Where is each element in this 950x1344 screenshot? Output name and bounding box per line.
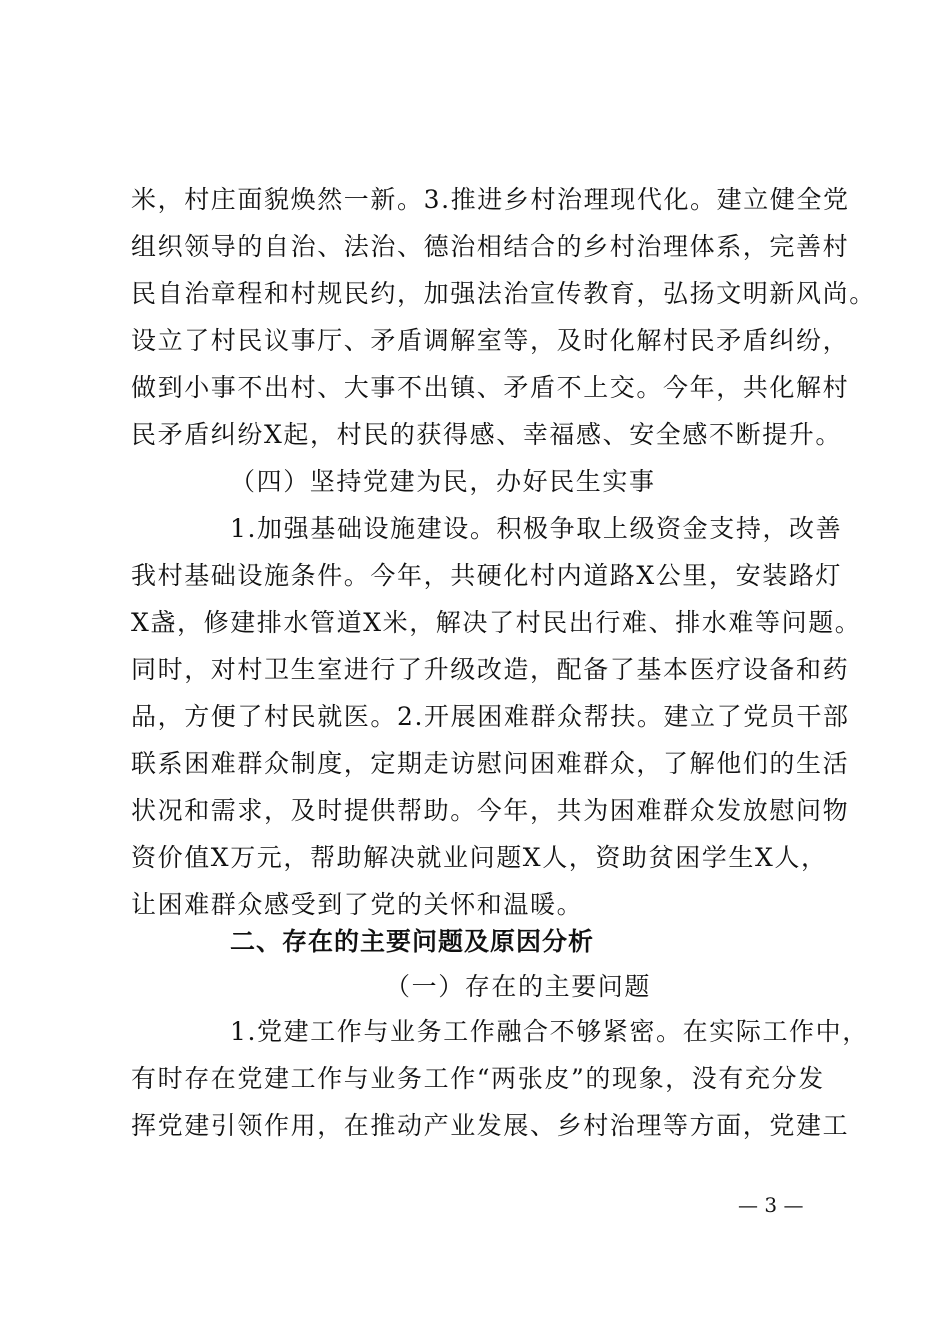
body-line: X盏，修建排水管道X米，解决了村民出行难、排水难等问题。	[131, 608, 862, 637]
body-line: 民自治章程和村规民约，加强法治宣传教育，弘扬文明新风尚。	[131, 279, 876, 308]
body-line: 品，方便了村民就医。2.开展困难群众帮扶。建立了党员干部	[131, 702, 850, 731]
page-number: — 3 —	[738, 1193, 804, 1217]
body-line: 资价值X万元，帮助解决就业问题X人，资助贫困学生X人，	[131, 843, 828, 872]
body-line: 米，村庄面貌焕然一新。3.推进乡村治理现代化。建立健全党	[131, 185, 850, 214]
chapter-heading: 二、存在的主要问题及原因分析	[230, 927, 595, 956]
body-line: 状况和需求，及时提供帮助。今年，共为困难群众发放慰问物	[131, 796, 850, 825]
body-line: 同时，对村卫生室进行了升级改造，配备了基本医疗设备和药	[131, 655, 850, 684]
body-line: 有时存在党建工作与业务工作“两张皮”的现象，没有充分发	[131, 1064, 825, 1093]
body-line: 民矛盾纠纷X起，村民的获得感、幸福感、安全感不断提升。	[131, 420, 842, 449]
subsection-heading: （一）存在的主要问题	[385, 972, 652, 1001]
body-line: 做到小事不出村、大事不出镇、矛盾不上交。今年，共化解村	[131, 373, 850, 402]
body-line: 我村基础设施条件。今年，共硬化村内道路X公里，安装路灯	[131, 561, 842, 590]
body-line: 1.党建工作与业务工作融合不够紧密。在实际工作中，	[230, 1017, 869, 1046]
body-line: 组织领导的自治、法治、德治相结合的乡村治理体系，完善村	[131, 232, 850, 261]
body-line: 挥党建引领作用，在推动产业发展、乡村治理等方面，党建工	[131, 1111, 850, 1140]
section-heading-4: （四）坚持党建为民，办好民生实事	[230, 467, 656, 496]
body-line: 让困难群众感受到了党的关怀和温暖。	[131, 890, 584, 919]
body-line: 设立了村民议事厅、矛盾调解室等，及时化解村民矛盾纠纷，	[131, 326, 850, 355]
body-line: 1.加强基础设施建设。积极争取上级资金支持，改善	[230, 514, 843, 543]
body-line: 联系困难群众制度，定期走访慰问困难群众，了解他们的生活	[131, 749, 850, 778]
